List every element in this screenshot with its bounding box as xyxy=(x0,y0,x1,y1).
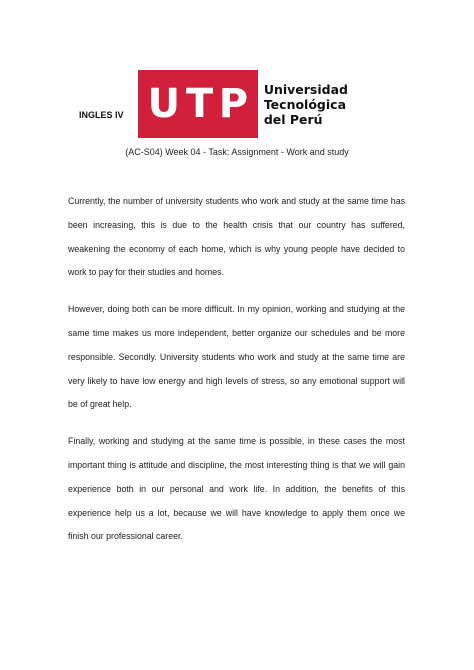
logo-name-line-2: Tecnológica xyxy=(263,96,347,112)
paragraph-2: However, doing both can be more difficult. In my opinion, working and studying at the same time makes us more independent, better organize our schedules and be more responsible. Secondly. University students who work and study at the same time are very likely to have low energy and high levels of stress, so any emotional support will be of great help. xyxy=(68,304,405,410)
document-body xyxy=(68,190,405,562)
paragraph-3: Finally, working and studying at the same time is possible, in these cases the most important thing is attitude and discipline, the most interesting thing is that we will gain experience both in our personal and work life. In addition, the benefits of this experience help us a lot, because we will have knowledge to apply them once we finish our professional career. xyxy=(68,436,405,542)
document-title: (AC-S04) Week 04 - Task: Assignment - Work and study xyxy=(125,147,349,157)
paragraph-1: Currently, the number of university students who work and study at the same time has been increasing, this is due to the health crisis that our country has suffered, weakening the economy of each home, which is why young people have decided to work to pay for their studies and homes. xyxy=(68,196,405,278)
logo-university-name xyxy=(264,82,348,127)
logo-name-line-3: del Perú xyxy=(263,111,323,127)
logo-letter-u: U xyxy=(147,81,181,127)
course-label: INGLES IV xyxy=(79,110,124,120)
utp-logo xyxy=(138,70,348,138)
logo-letter-p: P xyxy=(218,81,249,127)
logo-name-line-1: Universidad xyxy=(263,81,348,97)
logo-letter-t: T xyxy=(185,81,214,127)
logo-mark xyxy=(138,70,258,138)
